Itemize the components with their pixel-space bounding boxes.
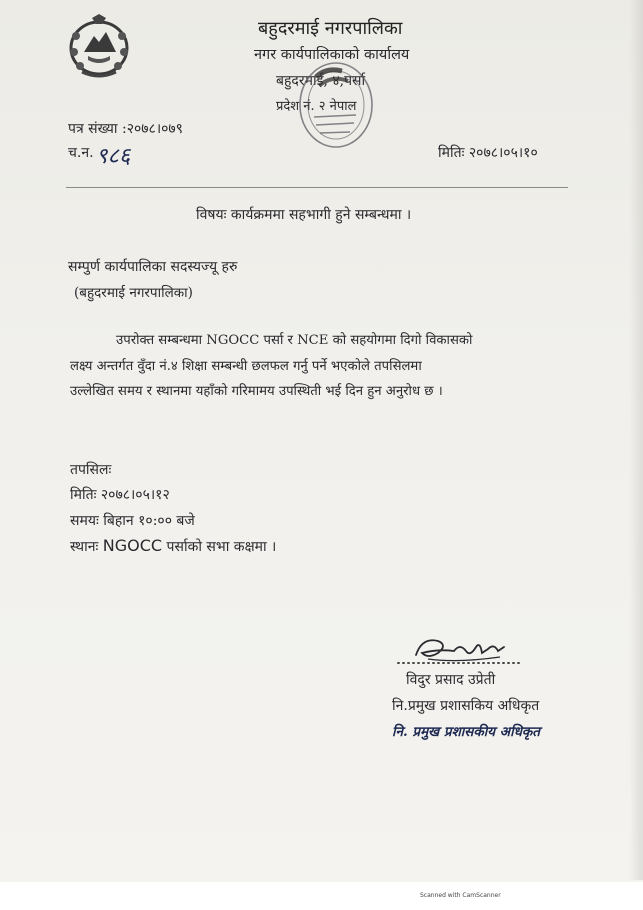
office-name: नगर कार्यपालिकाको कार्यालय [254,47,410,63]
body-line-3: उल्लेखित समय र स्थानमा यहाँको गरिमामय उपस्थिती भई दिन हुन अनुरोध छ । [70,384,443,399]
venue-label: स्थानः [70,539,99,555]
office-stamp-icon [292,55,384,153]
letter-subject: विषयः कार्यक्रममा सहभागी हुने सम्बन्धमा । [196,207,412,223]
detail-date: मितिः २०७८।०५।१२ [70,487,170,503]
letter-number: पत्र संख्या :२०७८।०७९ [68,121,183,137]
page-edge-shadow [629,0,643,880]
body-line-1: उपरोक्त सम्बन्धमा NGOCC पर्सा र NCE को सहयोगमा दिगो विकासको [116,333,473,348]
detail-time: समयः बिहान १०:०० बजे [70,513,195,529]
letter-date: मितिः २०७८।०५।१० [438,145,538,161]
venue-rest: पर्साको सभा कक्षमा । [162,539,277,555]
signer-name: विदुर प्रसाद उप्रेती [406,672,496,688]
scanner-footer [0,882,643,910]
org-name: बहुदरमाई नगरपालिका [258,18,403,39]
signer-seal: नि. प्रमुख प्रशासकीय अधिकृत [392,724,540,740]
venue-name: NGOCC [102,536,163,555]
dispatch-label: च.न. [68,145,94,161]
office-address: बहुदरमाई, ४,पर्सा [276,73,366,89]
signer-title: नि.प्रमुख प्रशासकिय अधिकृत [392,698,540,714]
scanner-watermark: Scanned with CamScanner [420,892,501,899]
header-divider [66,187,568,188]
body-line-2: लक्ष्य अन्तर्गत वुँदा नं.४ शिक्षा सम्बन्धी छलफल गर्नु पर्ने भएकोले तपसिलमा [70,359,422,374]
recipient-org: (बहुदरमाई नगरपालिका) [74,285,193,301]
nepal-emblem-icon [66,12,132,80]
detail-venue [70,536,276,556]
office-province: प्रदेश नं. २ नेपाल [276,99,357,114]
recipient-line: सम्पुर्ण कार्यपालिका सदस्यज्यू हरु [68,259,238,275]
details-heading: तपसिलः [70,462,112,478]
signature-dotted-line [396,662,520,664]
dispatch-number: ९८६ [96,144,131,169]
